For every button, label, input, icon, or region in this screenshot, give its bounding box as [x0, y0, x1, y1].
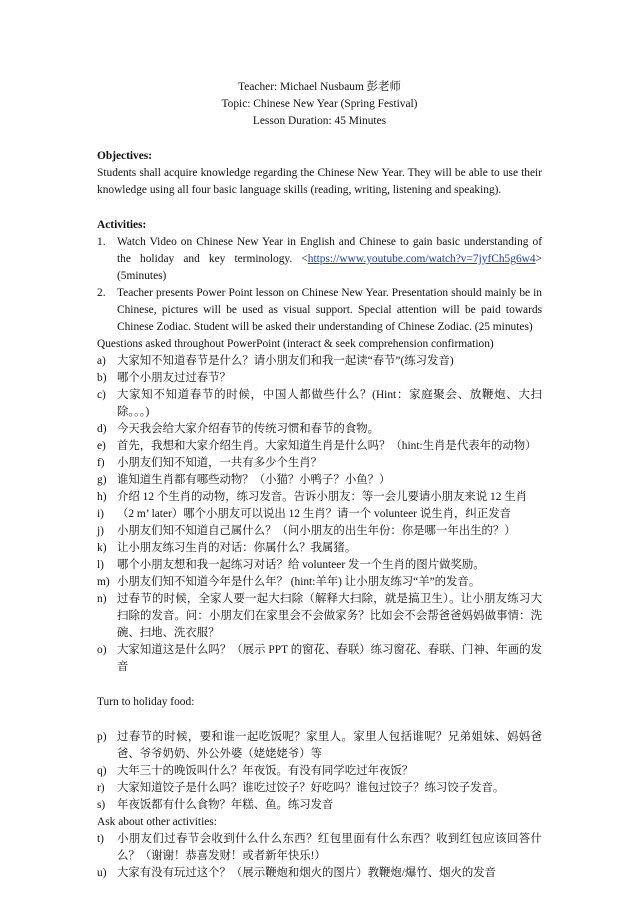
question-item: [97, 557, 542, 574]
question-item: [97, 763, 542, 780]
question-text: 谁知道生肖都有哪些动物？（小猫？小鸭子？小鱼？）: [117, 474, 391, 486]
question-label: e): [97, 440, 106, 452]
question-text: 哪个小朋友过过春节？: [117, 372, 231, 384]
question-text: 哪个小朋友想和我一起练习对话？给 volunteer 发一个生肖的图片做奖励。: [117, 559, 485, 571]
topic-line: Topic: Chinese New Year (Spring Festival): [221, 98, 418, 110]
question-label: u): [97, 867, 107, 879]
question-item: [97, 540, 542, 557]
activity-item-1-suffix: > (5minutes): [117, 253, 542, 282]
question-text: 年夜饭都有什么食物？年糕、鱼。练习发音: [117, 799, 334, 811]
teacher-line: Teacher: Michael Nusbaum 彭老师: [238, 81, 401, 93]
activity-item-1: [97, 234, 542, 285]
question-text: 大家知不知道春节是什么？请小朋友们和我一起读“春节”(练习发音): [117, 355, 454, 367]
video-link[interactable]: https://www.youtube.com/watch?v=7jyfCh5g6w4: [307, 253, 536, 265]
question-label: k): [97, 542, 107, 554]
activity-item-1-text: Watch Video on Chinese New Year in English and Chinese to gain basic understanding of the holiday and key terminology. <: [117, 236, 542, 265]
question-text: 小朋友们过春节会收到什么什么东西？红包里面有什么东西？收到红包应该回答什么？（谢谢！恭喜发财！或者新年快乐!）: [117, 833, 542, 862]
question-label: t): [97, 833, 104, 845]
question-item: [97, 591, 542, 642]
question-item: [97, 797, 542, 814]
question-label: a): [97, 355, 106, 367]
question-label: b): [97, 372, 107, 384]
question-item: [97, 780, 542, 797]
question-text: 介绍 12 个生肖的动物，练习发音。告诉小朋友：等一会儿要请小朋友来说 12 生肖: [117, 491, 528, 503]
question-text: 小朋友们知不知道自己属什么？（问小朋友的出生年份：你是哪一年出生的？）: [117, 525, 516, 537]
question-text: 小朋友们知不知道，一共有多少个生肖？: [117, 457, 323, 469]
question-text: 过春节的时候，要和谁一起吃饭呢？家里人。家里人包括谁呢？兄弟姐妹、妈妈爸爸、爷爷奶奶、外公外婆（姥姥姥爷）等: [117, 731, 542, 760]
question-label: i): [97, 508, 104, 520]
question-label: d): [97, 423, 107, 435]
question-text: 过春节的时候，全家人要一起大扫除（解释大扫除，就是搞卫生）。让小朋友练习大扫除的发音。问：小朋友们在家里会不会做家务？比如会不会帮爸爸妈妈做事情：洗碗、扫地、洗衣服？: [117, 593, 542, 639]
question-item: [97, 865, 542, 882]
question-label: r): [97, 782, 105, 794]
question-label: m): [97, 576, 110, 588]
question-text: 今天我会给大家介绍春节的传统习惯和春节的食物。: [117, 423, 379, 435]
question-text: 首先，我想和大家介绍生肖。大家知道生肖是什么吗？（hint:生肖是代表年的动物）: [117, 440, 537, 452]
question-label: p): [97, 731, 107, 743]
question-item: [97, 387, 542, 421]
question-label: q): [97, 765, 107, 777]
question-label: g): [97, 474, 107, 486]
question-label: j): [97, 525, 104, 537]
question-label: o): [97, 644, 107, 656]
question-label: h): [97, 491, 107, 503]
question-item: [97, 353, 542, 370]
objectives-text: Students shall acquire knowledge regarding the Chinese New Year. They will be able to use their knowledge using all four basic language skills (reading, writing, listening and speaking).: [97, 167, 542, 196]
question-item: [97, 438, 542, 455]
questions-list: [97, 353, 542, 676]
questions-intro: Questions asked throughout PowerPoint (interact & seek comprehension confirmation): [97, 338, 494, 350]
question-text: 大家知道这是什么吗？（展示 PPT 的窗花、春联）练习窗花、春联、门神、年画的发音: [117, 644, 542, 673]
duration-line: Lesson Duration: 45 Minutes: [252, 115, 387, 127]
other-activities-heading: Ask about other activities:: [97, 816, 217, 828]
question-label: c): [97, 389, 106, 401]
question-item: [97, 831, 542, 865]
activity-item-2: [97, 285, 542, 336]
question-label: n): [97, 593, 107, 605]
question-item: [97, 523, 542, 540]
question-item: [97, 489, 542, 506]
food-heading: Turn to holiday food:: [97, 696, 195, 708]
question-item: [97, 472, 542, 489]
question-text: 大家知不知道春节的时候，中国人都做些什么？(Hint：家庭聚会、放鞭炮、大扫除。。。): [117, 389, 542, 418]
question-text: 大年三十的晚饭叫什么？年夜饭。有没有同学吃过年夜饭？: [117, 765, 414, 777]
question-item: [97, 455, 542, 472]
objectives-heading: Objectives:: [97, 150, 153, 162]
question-text: 小朋友们知不知道今年是什么年？ (hint:羊年) 让小朋友练习“羊”的发音。: [117, 576, 481, 588]
activities-heading: Activities:: [97, 219, 147, 231]
activity-item-1-label: 1.: [97, 236, 106, 248]
food-questions-list: [97, 729, 542, 814]
question-item: [97, 642, 542, 676]
question-item: [97, 421, 542, 438]
question-text: 大家有没有玩过这个？（展示鞭炮和烟火的图片）教鞭炮/爆竹、烟火的发音: [117, 867, 497, 879]
question-label: f): [97, 457, 105, 469]
question-item: [97, 729, 542, 763]
question-item: [97, 574, 542, 591]
other-questions-list: [97, 831, 542, 882]
question-item: [97, 506, 542, 523]
question-text: 让小朋友练习生肖的对话：你属什么？我属猪。: [117, 542, 357, 554]
question-item: [97, 370, 542, 387]
question-label: l): [97, 559, 104, 571]
question-text: （2 m’ later）哪个小朋友可以说出 12 生肖？请一个 volunteer 说生肖，纠正发音: [117, 508, 511, 520]
question-text: 大家知道饺子是什么吗？谁吃过饺子？好吃吗？谁包过饺子？练习饺子发音。: [117, 782, 505, 794]
question-label: s): [97, 799, 106, 811]
activity-item-2-text: Teacher presents Power Point lesson on Chinese New Year. Presentation should mainly be in Chinese, pictures will be used as visual support. Special attention will be paid towards Chinese Zodiac. Student will be asked their understanding of Chinese Zodiac. (25 minutes): [117, 287, 542, 333]
activity-item-2-label: 2.: [97, 287, 106, 299]
